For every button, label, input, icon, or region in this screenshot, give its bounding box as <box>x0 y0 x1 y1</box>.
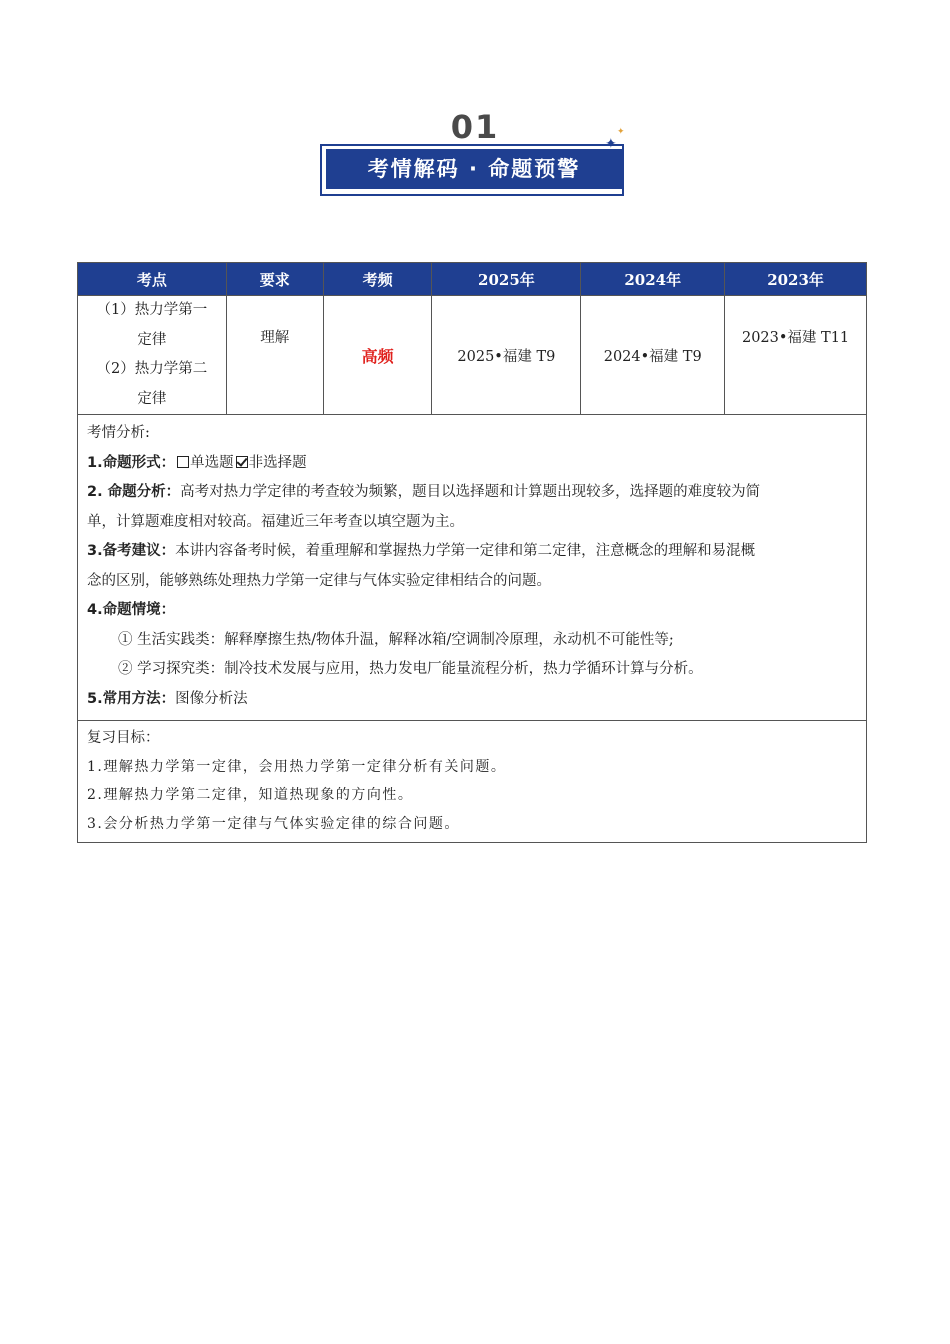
common-method-label: 5.常用方法： <box>87 690 176 707</box>
year-2025-cell: 2025•福建 T9 <box>432 296 581 415</box>
sparkle-small-icon: ✦ <box>617 127 625 137</box>
exam-analysis-table <box>77 262 867 843</box>
prep-advice-text-cont: 念的区别，能够熟练处理热力学第一定律与气体实验定律相结合的问题。 <box>87 572 551 589</box>
analysis-cell <box>78 415 867 721</box>
column-header-2025: 2025年 <box>432 263 581 296</box>
review-goals-title: 复习目标： <box>87 730 160 746</box>
form-option-single-choice: 单选题 <box>190 454 234 471</box>
year-2024-cell: 2024•福建 T9 <box>581 296 725 415</box>
prep-advice-paragraph <box>87 537 858 567</box>
prep-advice-label: 3.备考建议： <box>87 543 176 559</box>
knowledge-point-cell <box>78 296 227 415</box>
banner-title: 考情解码 · 命题预警 <box>326 149 622 189</box>
frequency-cell: 高频 <box>323 296 432 415</box>
unchecked-box-icon <box>177 456 189 468</box>
exam-form-line <box>87 449 858 479</box>
column-header-2024: 2024年 <box>581 263 725 296</box>
analysis-row <box>78 415 867 721</box>
prep-advice-text: 本讲内容备考时候，着重理解和掌握热力学第一定律和第二定律，注意概念的理解和易混概 <box>175 543 756 559</box>
scenario-item: ② 学习探究类：制冷技术发展与应用，热力发电厂能量流程分析，热力学循环计算与分析。 <box>118 661 703 677</box>
exam-analysis-label: 2. 命题分析： <box>87 484 181 500</box>
goals-row <box>78 721 867 843</box>
form-option-non-choice: 非选择题 <box>248 454 307 471</box>
common-method-value: 图像分析法 <box>175 690 248 707</box>
column-header-2023: 2023年 <box>725 263 867 296</box>
checked-box-icon <box>236 456 248 468</box>
review-goal-item: 1.理解热力学第一定律，会用热力学第一定律分析有关问题。 <box>87 758 507 775</box>
table-header-row <box>78 263 867 296</box>
column-header-frequency: 考频 <box>323 263 432 296</box>
analysis-title: 考情分析: <box>87 425 150 441</box>
column-header-knowledge-point: 考点 <box>78 263 227 296</box>
knowledge-point-line: 定律 <box>137 390 167 407</box>
common-method-line <box>87 685 858 715</box>
knowledge-point-line: （1）热力学第一 <box>96 302 208 318</box>
column-header-requirement: 要求 <box>226 263 323 296</box>
review-goal-item: 2.理解热力学第二定律，知道热现象的方向性。 <box>87 787 414 803</box>
review-goal-item: 3.会分析热力学第一定律与气体实验定律的综合问题。 <box>87 815 460 832</box>
sparkle-icon: ✦ <box>605 136 617 152</box>
year-2023-cell: 2023•福建 T11 <box>725 296 867 415</box>
requirement-cell: 理解 <box>226 296 323 415</box>
knowledge-point-line: （2）热力学第二 <box>96 361 208 377</box>
exam-analysis-text-cont: 单，计算题难度相对较高。福建近三年考查以填空题为主。 <box>87 513 464 530</box>
scenario-item: ① 生活实践类：解释摩擦生热/物体升温，解释冰箱/空调制冷原理，永动机不可能性等; <box>118 631 674 648</box>
exam-analysis-paragraph <box>87 478 858 508</box>
section-number: 01 <box>450 108 500 146</box>
table-row <box>78 296 867 415</box>
exam-analysis-text: 高考对热力学定律的考查较为频繁，题目以选择题和计算题出现较多，选择题的难度较为简 <box>180 484 761 500</box>
review-goals-cell <box>78 721 867 843</box>
knowledge-point-line: 定律 <box>137 331 167 348</box>
scenario-label: 4.命题情境： <box>87 602 176 618</box>
exam-form-label: 1.命题形式： <box>87 454 176 471</box>
